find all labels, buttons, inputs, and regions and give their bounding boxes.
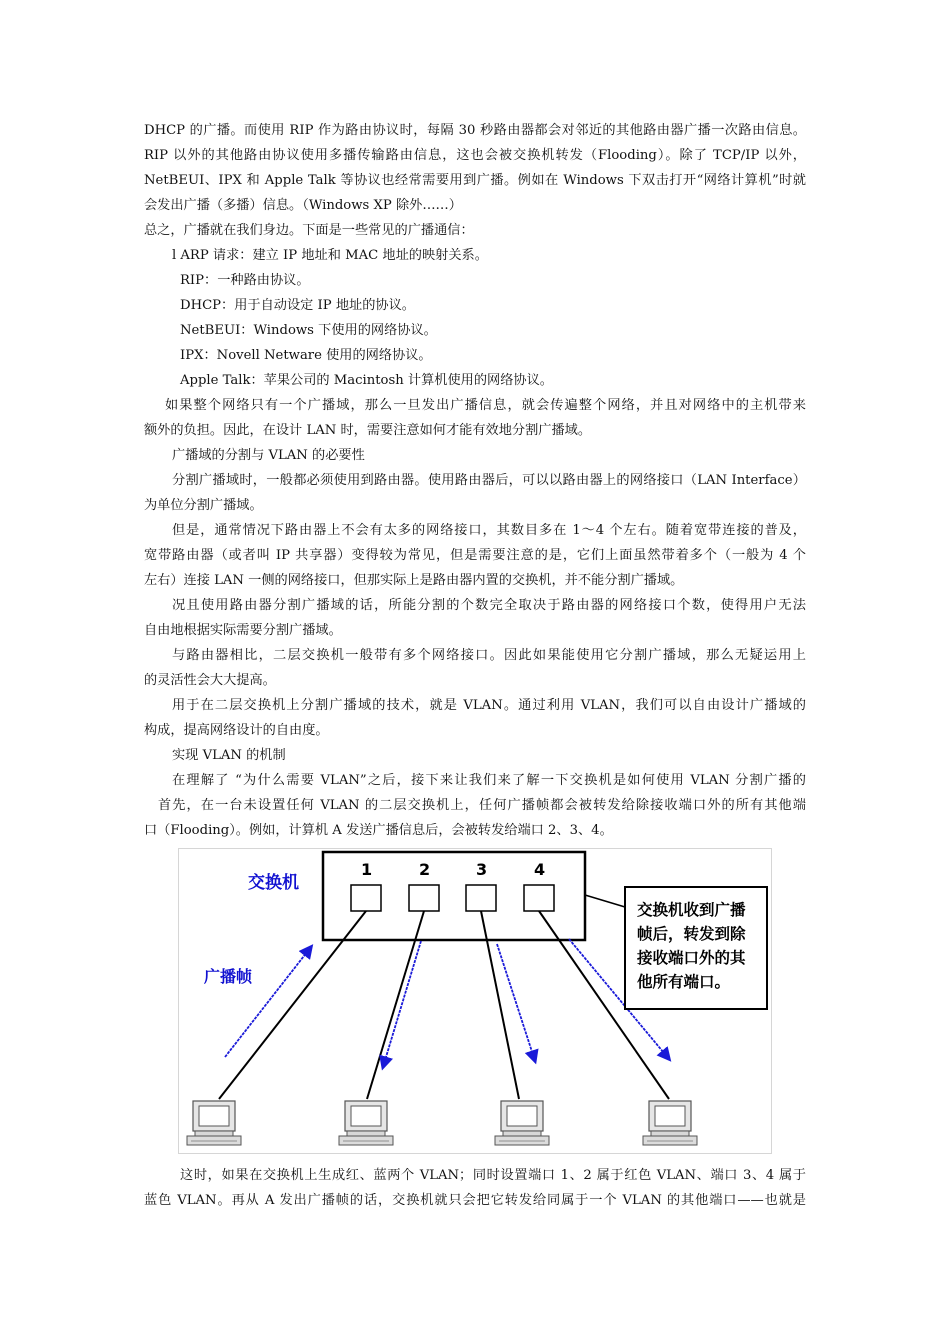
section-heading: 广播域的分割与 VLAN 的必要性: [172, 448, 365, 463]
callout-line-3: 接收端口外的其: [637, 949, 746, 967]
paragraph-line: 会发出广播（多播）信息。（Windows XP 除外……）: [144, 198, 462, 213]
callout-pointer: [585, 895, 625, 907]
broadcast-arrow-in: [225, 947, 311, 1057]
paragraph-line: NetBEUI、IPX 和 Apple Talk 等协议也经常需要用到广播。例如在 Windows 下双击打开“网络计算机”时就: [144, 173, 806, 188]
list-item: l ARP 请求：建立 IP 地址和 MAC 地址的映射关系。: [172, 248, 488, 263]
paragraph-line: 左右）连接 LAN 一侧的网络接口，但那实际上是路由器内置的交换机，并不能分割广播域。: [144, 573, 684, 588]
list-item: NetBEUI：Windows 下使用的网络协议。: [180, 323, 437, 338]
cable-1: [219, 911, 366, 1099]
paragraph-line: RIP 以外的其他路由协议使用多播传输路由信息，这也会被交换机转发（Flooding）。除了 TCP/IP 以外，: [144, 148, 806, 163]
list-item: IPX：Novell Netware 使用的网络协议。: [180, 348, 432, 363]
computer-a-icon: [187, 1101, 241, 1145]
port-4-label: 4: [534, 860, 546, 879]
computer-c-icon: [495, 1101, 549, 1145]
computer-d-icon: [643, 1101, 697, 1145]
paragraph-line: 蓝色 VLAN。再从 A 发出广播帧的话，交换机就只会把它转发给同属于一个 VLAN 的其他端口——也就是: [144, 1193, 806, 1208]
paragraph-line: 构成，提高网络设计的自由度。: [144, 723, 329, 738]
paragraph-line: 在理解了 “为什么需要 VLAN”之后，接下来让我们来了解一下交换机是如何使用 VLAN 分割广播的: [172, 773, 806, 788]
port-4: [524, 885, 554, 911]
port-3-label: 3: [476, 860, 488, 879]
callout-line-4: 他所有端口。: [637, 973, 731, 991]
list-item: DHCP：用于自动设定 IP 地址的协议。: [180, 298, 415, 313]
port-1: [351, 885, 381, 911]
port-2-label: 2: [419, 860, 431, 879]
list-item: Apple Talk：苹果公司的 Macintosh 计算机使用的网络协议。: [180, 373, 553, 388]
port-1-label: 1: [361, 860, 373, 879]
switch-label: 交换机: [248, 873, 299, 893]
paragraph-line: 这时，如果在交换机上生成红、蓝两个 VLAN；同时设置端口 1、2 属于红色 VLAN、端口 3、4 属于: [180, 1168, 806, 1183]
paragraph-line: 宽带路由器（或者叫 IP 共享器）变得较为常见，但是需要注意的是，它们上面虽然带着多个（一般为 4 个: [144, 548, 806, 563]
paragraph-line: 总之，广播就在我们身边。下面是一些常见的广播通信：: [144, 223, 474, 238]
paragraph-line: 的灵活性会大大提高。: [144, 673, 276, 688]
switch-broadcast-figure: [178, 848, 772, 1154]
port-3: [466, 885, 496, 911]
list-item: RIP：一种路由协议。: [180, 273, 310, 288]
paragraph-line: 分割广播域时，一般都必须使用到路由器。使用路由器后，可以以路由器上的网络接口（LAN Interface）: [172, 473, 806, 488]
paragraph-line: 况且使用路由器分割广播域的话，所能分割的个数完全取决于路由器的网络接口个数，使得用户无法: [172, 598, 806, 613]
paragraph-line: 首先，在一台未设置任何 VLAN 的二层交换机上，任何广播帧都会被转发给除接收端口外的所有其他端: [158, 798, 806, 813]
port-2: [409, 885, 439, 911]
paragraph-line: 但是，通常情况下路由器上不会有太多的网络接口，其数目多在 1～4 个左右。随着宽带连接的普及，: [172, 523, 806, 538]
callout-line-1: 交换机收到广播: [637, 901, 746, 919]
callout-line-2: 帧后，转发到除: [637, 925, 746, 943]
frame-label: 广播帧: [204, 967, 253, 986]
paragraph-line: 如果整个网络只有一个广播域，那么一旦发出广播信息，就会传遍整个网络，并且对网络中的主机带来: [165, 398, 806, 413]
broadcast-arrow-port-2: [383, 941, 421, 1067]
paragraph-line: DHCP 的广播。而使用 RIP 作为路由协议时，每隔 30 秒路由器都会对邻近的其他路由器广播一次路由信息。: [144, 123, 806, 138]
paragraph-line: 与路由器相比，二层交换机一般带有多个网络接口。因此如果能使用它分割广播域，那么无疑运用上: [172, 648, 806, 663]
paragraph-line: 自由地根据实际需要分割广播域。: [144, 623, 342, 638]
computer-b-icon: [339, 1101, 393, 1145]
network-diagram: [179, 849, 771, 1153]
broadcast-arrow-port-3: [497, 944, 535, 1061]
paragraph-line: 用于在二层交换机上分割广播域的技术，就是 VLAN。通过利用 VLAN，我们可以自由设计广播域的: [172, 698, 806, 713]
paragraph-line: 为单位分割广播域。: [144, 498, 263, 513]
paragraph-line: 额外的负担。因此，在设计 LAN 时，需要注意如何才能有效地分割广播域。: [144, 423, 592, 438]
section-heading: 实现 VLAN 的机制: [172, 748, 286, 763]
paragraph-line: 口（Flooding）。例如，计算机 A 发送广播信息后，会被转发给端口 2、3、4。: [144, 823, 613, 838]
